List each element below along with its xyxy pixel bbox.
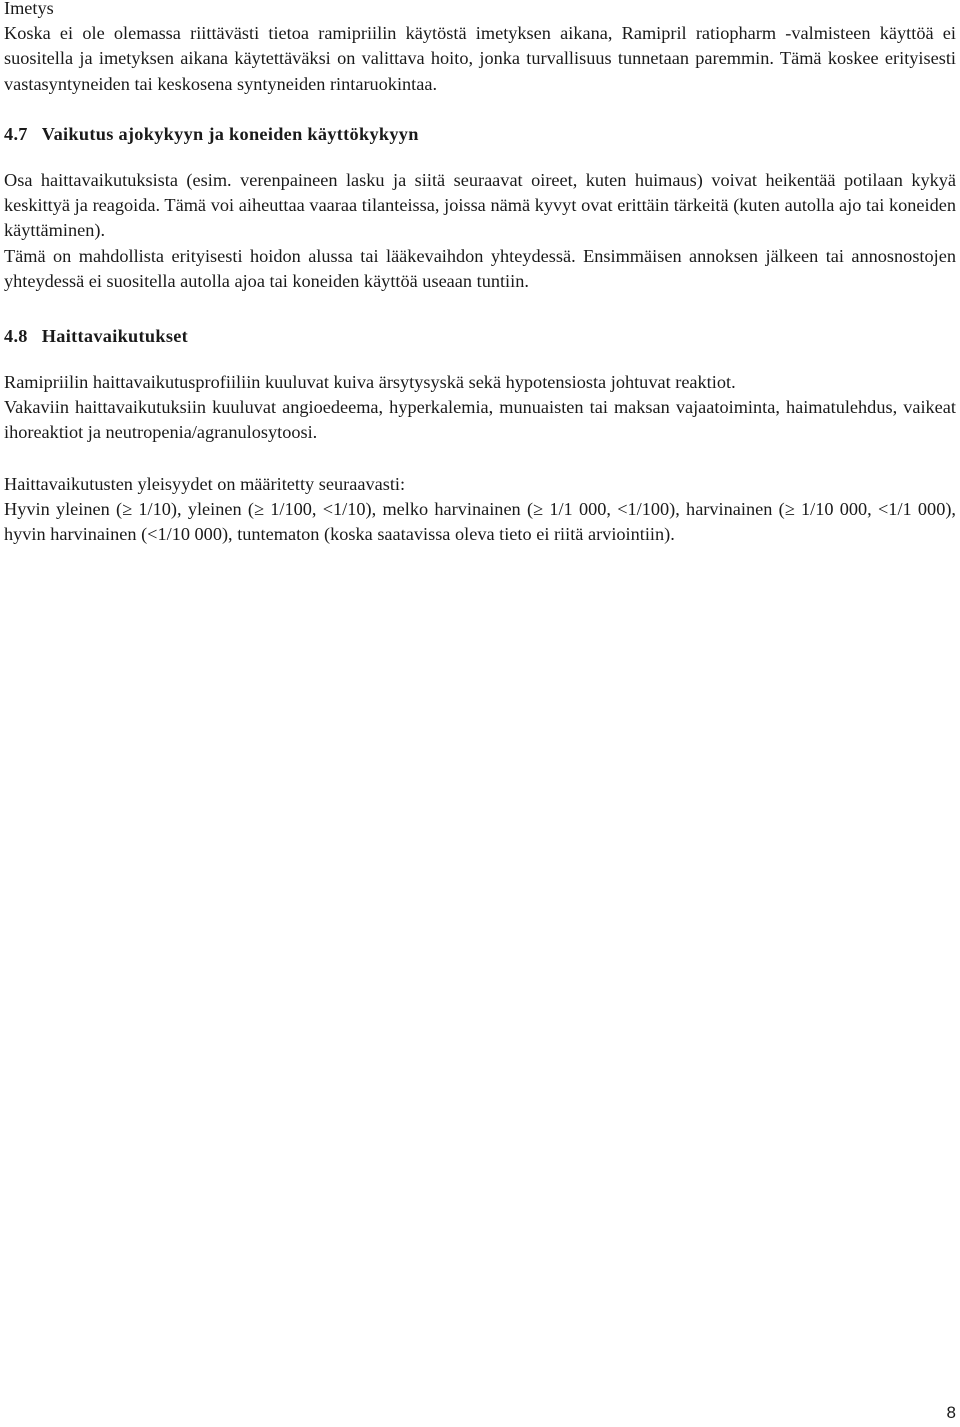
frequency-definition: Hyvin yleinen (≥ 1/10), yleinen (≥ 1/100, <1/10), melko harvinainen (≥ 1/1 000, <1/100), harvinainen (≥ 1/10 000, <1/1 000), hyvin harvinainen (<1/10 000), tuntematon (koska saatavissa oleva tieto ei riitä arviointiin). <box>4 499 956 545</box>
imetys-paragraph: Koska ei ole olemassa riittävästi tietoa ramipriilin käytöstä imetyksen aikana, Ramipril ratiopharm -valmisteen käyttöä ei suositella ja imetyksen aikana käytettäväksi on valittava hoito, jonka turvallisuus tunnetaan paremmin. Tämä koskee erityisesti vastasyntyneiden tai keskosena syntyneiden rintaruokintaa. <box>4 23 956 94</box>
section-4-7-paragraph-2: Tämä on mahdollista erityisesti hoidon alussa tai lääkevaihdon yhteydessä. Ensimmäisen annoksen jälkeen tai annosnostojen yhteydessä ei suositella autolla ajoa tai koneiden käyttöä useaan tuntiin. <box>4 245 956 291</box>
frequency-section <box>4 472 956 548</box>
section-4-7-title: Vaikutus ajokykyyn ja koneiden käyttökykyyn <box>41 124 419 144</box>
section-4-8-heading <box>4 324 956 349</box>
section-4-8-body <box>4 370 956 446</box>
section-4-8-number: 4.8 <box>4 326 28 346</box>
section-4-7-number: 4.7 <box>4 124 28 144</box>
section-4-8-paragraph-2: Vakaviin haittavaikutuksiin kuuluvat angioedeema, hyperkalemia, munuaisten tai maksan vajaatoiminta, haimatulehdus, vaikeat ihoreaktiot ja neutropenia/agranulosytoosi. <box>4 397 956 443</box>
section-4-8-paragraph-1: Ramipriilin haittavaikutusprofiiliin kuuluvat kuiva ärsytysyskä sekä hypotensiosta johtuvat reaktiot. <box>4 372 736 392</box>
section-4-7-heading <box>4 122 956 147</box>
imetys-title: Imetys <box>4 0 54 18</box>
frequency-intro: Haittavaikutusten yleisyydet on määritetty seuraavasti: <box>4 474 406 494</box>
page-number: 8 <box>946 1403 956 1422</box>
section-4-8-title: Haittavaikutukset <box>41 326 189 346</box>
section-imetys <box>4 0 956 97</box>
section-4-7-paragraph-1: Osa haittavaikutuksista (esim. verenpaineen lasku ja siitä seuraavat oireet, kuten huimaus) voivat heikentää potilaan kykyä keskittyä ja reagoida. Tämä voi aiheuttaa vaaraa tilanteissa, joissa nämä kyvyt ovat erittäin tärkeitä (kuten autolla ajo tai koneiden käyttäminen). <box>4 170 956 241</box>
section-4-7-body <box>4 168 956 294</box>
